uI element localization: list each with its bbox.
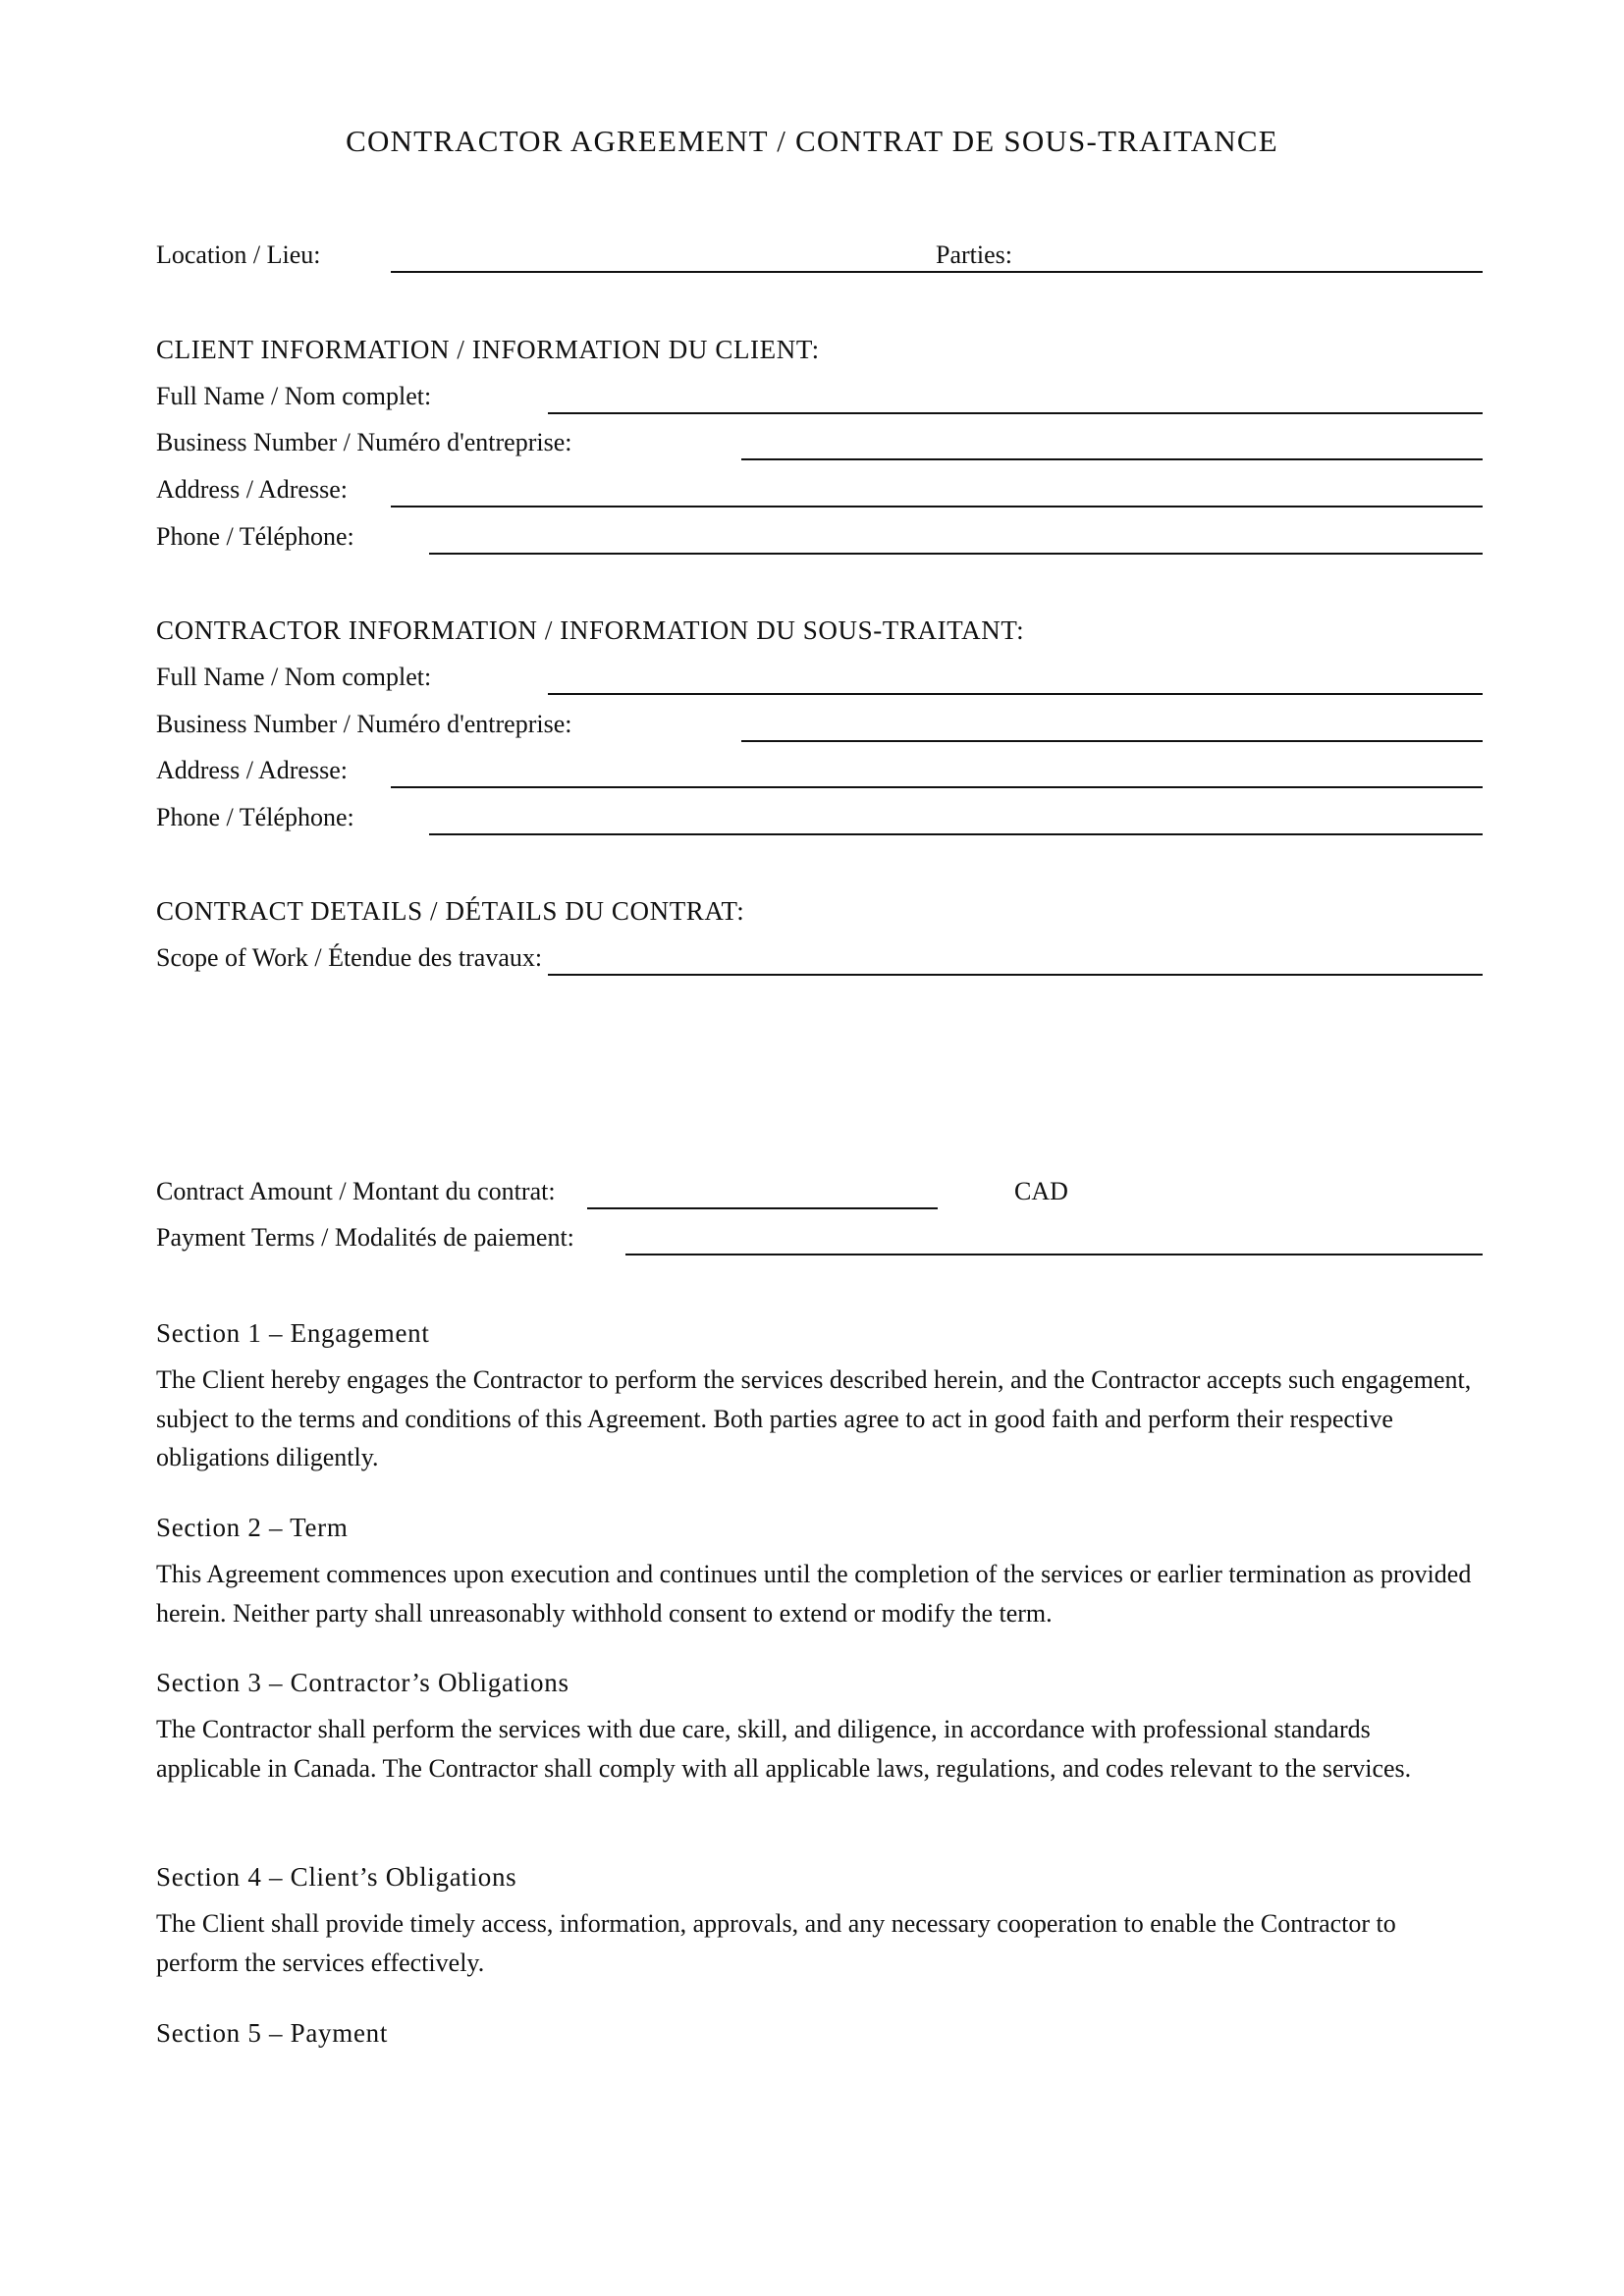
contract-amount-label: Contract Amount / Montant du contrat: — [156, 1177, 556, 1205]
section-4-body: The Client shall provide timely access, information, approvals, and any necessary cooperation to enable the Contractor to perform the services effectively. — [156, 1909, 1396, 1977]
section-1-title: Section 1 – Engagement — [156, 1318, 430, 1348]
client-business-number-field[interactable] — [741, 458, 1483, 460]
client-info-heading: CLIENT INFORMATION / INFORMATION DU CLIENT: — [156, 335, 820, 364]
section-3-body: The Contractor shall perform the services with due care, skill, and diligence, in accordance with professional standards applicable in Canada. The Contractor shall comply with all applicable laws, regulations, and codes relevant to the services. — [156, 1715, 1412, 1783]
currency-label: CAD — [1014, 1177, 1068, 1205]
contract-amount-field[interactable] — [587, 1207, 938, 1209]
contractor-phone-label: Phone / Téléphone: — [156, 803, 354, 831]
document-title: CONTRACTOR AGREEMENT / CONTRAT DE SOUS-TRAITANCE — [346, 124, 1278, 158]
client-full-name-field[interactable] — [548, 412, 1483, 414]
contractor-address-label: Address / Adresse: — [156, 756, 348, 784]
location-label: Location / Lieu: — [156, 240, 321, 269]
client-business-number-label: Business Number / Numéro d'entreprise: — [156, 428, 572, 456]
scope-of-work-label: Scope of Work / Étendue des travaux: — [156, 943, 543, 972]
contractor-full-name-label: Full Name / Nom complet: — [156, 663, 432, 691]
parties-label: Parties: — [936, 240, 1012, 269]
section-5-title: Section 5 – Payment — [156, 2018, 389, 2048]
contractor-address-field[interactable] — [391, 786, 1483, 788]
location-parties-line[interactable] — [391, 271, 1483, 273]
payment-terms-field[interactable] — [625, 1254, 1483, 1255]
contractor-business-number-field[interactable] — [741, 740, 1483, 742]
client-phone-label: Phone / Téléphone: — [156, 522, 354, 551]
section-1-body: The Client hereby engages the Contractor to perform the services described herein, and the Contractor accepts such engagement, subject to the terms and conditions of this Agreement. Both parties agree to act in good faith and perform their respective obligations diligently. — [156, 1365, 1472, 1471]
contractor-phone-field[interactable] — [429, 833, 1483, 835]
contractor-full-name-field[interactable] — [548, 693, 1483, 695]
client-full-name-label: Full Name / Nom complet: — [156, 382, 432, 410]
contractor-business-number-label: Business Number / Numéro d'entreprise: — [156, 710, 572, 738]
payment-terms-label: Payment Terms / Modalités de paiement: — [156, 1223, 574, 1252]
contractor-info-heading: CONTRACTOR INFORMATION / INFORMATION DU SOUS-TRAITANT: — [156, 615, 1025, 645]
client-address-label: Address / Adresse: — [156, 475, 348, 504]
scope-of-work-field[interactable] — [548, 974, 1483, 976]
section-3-title: Section 3 – Contractor’s Obligations — [156, 1668, 569, 1697]
client-phone-field[interactable] — [429, 553, 1483, 555]
section-2-body: This Agreement commences upon execution and continues until the completion of the services or earlier termination as provided herein. Neither party shall unreasonably withhold consent to extend or modify the term. — [156, 1560, 1472, 1628]
section-4-title: Section 4 – Client’s Obligations — [156, 1862, 517, 1892]
contract-details-heading: CONTRACT DETAILS / DÉTAILS DU CONTRAT: — [156, 896, 745, 926]
section-2-title: Section 2 – Term — [156, 1513, 349, 1542]
client-address-field[interactable] — [391, 506, 1483, 507]
